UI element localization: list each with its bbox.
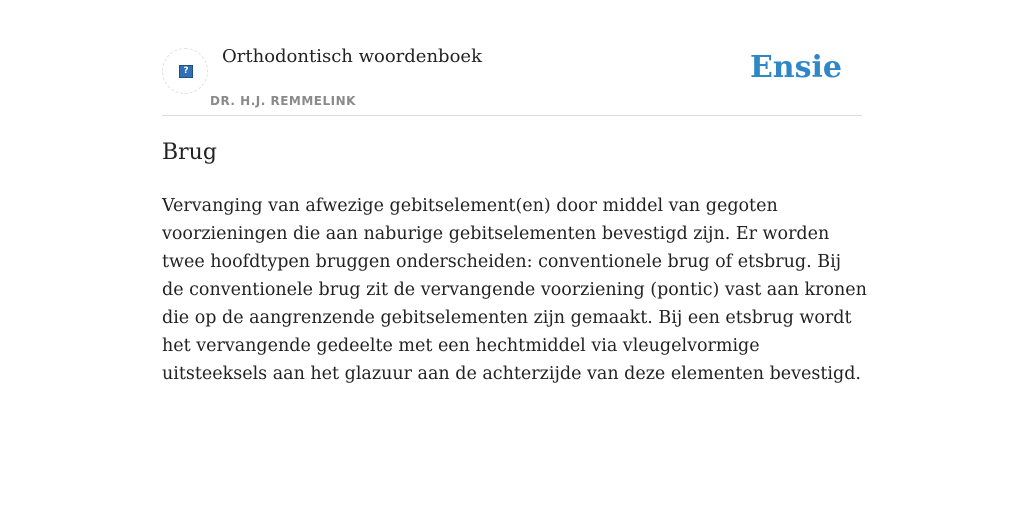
book-title-link[interactable]: Orthodontisch woordenboek xyxy=(222,46,482,67)
brand-logo[interactable]: Ensie xyxy=(749,50,842,85)
question-icon: ? xyxy=(179,65,193,78)
author-name: DR. H.J. REMMELINK xyxy=(210,94,356,108)
header xyxy=(162,40,862,116)
book-cover-icon[interactable] xyxy=(162,48,208,94)
entry-title: Brug xyxy=(162,140,217,165)
entry-definition: Vervanging van afwezige gebitselement(en) door middel van gegoten voorzieningen die aan naburige gebitselementen bevestigd zijn. Er worden twee hoofdtypen bruggen onderscheiden: conventionele brug of etsbrug. Bij de conventionele brug zit de vervangende voorziening (pontic) vast aan kronen die op de aangrenzende gebitselementen zijn gemaakt. Bij een etsbrug wordt het vervangende gedeelte met een hechtmiddel via vleugelvormige uitsteeksels aan het glazuur aan de achterzijde van deze elementen bevestigd. xyxy=(162,196,867,384)
